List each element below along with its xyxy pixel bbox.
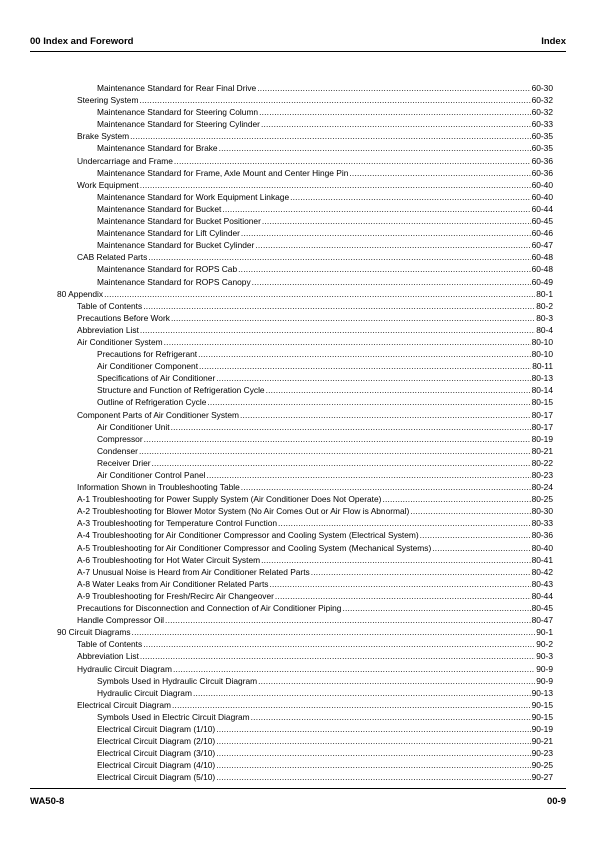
dot-leader bbox=[130, 130, 530, 142]
toc-entry-page: 80-24 bbox=[531, 482, 553, 493]
toc-entry-title: Undercarriage and Frame bbox=[77, 155, 173, 166]
toc-entry-page: 80-11 bbox=[532, 361, 553, 372]
toc-entry[interactable] bbox=[57, 312, 553, 324]
toc-entry-page: 60-48 bbox=[531, 264, 553, 275]
toc-entry-page: 80-43 bbox=[531, 578, 553, 589]
toc-entry-title: CAB Related Parts bbox=[77, 252, 148, 263]
toc-entry-title: 90 Circuit Diagrams bbox=[57, 627, 131, 638]
dot-leader bbox=[148, 251, 530, 263]
toc-entry[interactable] bbox=[57, 324, 553, 336]
dot-leader bbox=[140, 324, 535, 336]
toc-entry-title: Maintenance Standard for Steering Column bbox=[97, 107, 259, 118]
toc-entry-title: A-2 Troubleshooting for Blower Motor System (No Air Comes Out or Air Flow is Abnormal) bbox=[77, 506, 410, 517]
toc-entry[interactable] bbox=[57, 167, 553, 179]
toc-entry[interactable] bbox=[57, 263, 553, 275]
toc-entry-title: Air Conditioner Control Panel bbox=[97, 470, 206, 480]
dot-leader bbox=[199, 360, 531, 372]
dot-leader bbox=[240, 409, 531, 421]
toc-entry-page: 90-2 bbox=[536, 639, 553, 650]
toc-entry[interactable] bbox=[57, 675, 553, 687]
toc-entry-page: 60-44 bbox=[531, 203, 553, 214]
toc-entry-page: 60-46 bbox=[531, 228, 553, 239]
toc-entry-page: 80-17 bbox=[531, 409, 553, 420]
dot-leader bbox=[139, 94, 530, 106]
toc-entry-page: 60-36 bbox=[531, 167, 553, 178]
toc-entry-title: Structure and Function of Refrigeration Cycle bbox=[97, 385, 265, 396]
toc-entry-title: Table of Contents bbox=[77, 639, 143, 650]
toc-entry-page: 80-19 bbox=[531, 433, 553, 444]
toc-entry-page: 80-30 bbox=[531, 506, 553, 517]
dot-leader bbox=[216, 723, 530, 735]
toc-entry[interactable] bbox=[57, 626, 553, 638]
toc-entry-page: 90-23 bbox=[531, 748, 553, 759]
toc-entry-title: Maintenance Standard for Bucket bbox=[97, 203, 222, 214]
toc-entry-page: 90-1 bbox=[536, 627, 553, 638]
toc-entry[interactable] bbox=[57, 94, 553, 106]
dot-leader bbox=[257, 82, 530, 94]
toc-entry-page: 80-33 bbox=[531, 518, 553, 529]
dot-leader bbox=[174, 155, 531, 167]
toc-entry[interactable] bbox=[57, 493, 553, 505]
toc-entry-page: 60-45 bbox=[531, 216, 553, 227]
toc-entry-page: 80-42 bbox=[531, 566, 553, 577]
toc-entry-title: A-8 Water Leaks from Air Conditioner Related Parts bbox=[77, 578, 269, 589]
toc-entry-title: Precautions for Disconnection and Connection of Air Conditioner Piping bbox=[77, 603, 342, 614]
dot-leader bbox=[216, 747, 530, 759]
toc-entry[interactable] bbox=[57, 505, 553, 517]
toc-entry-title: Maintenance Standard for Brake bbox=[97, 143, 218, 154]
toc-entry-title: Air Conditioner System bbox=[77, 336, 163, 347]
toc-entry[interactable] bbox=[57, 239, 553, 251]
toc-entry-title: Specifications of Air Conditioner bbox=[97, 373, 216, 384]
toc-entry-title: Maintenance Standard for Work Equipment Linkage bbox=[97, 191, 290, 202]
toc-entry-title: Receiver Drier bbox=[97, 457, 151, 468]
toc-entry-title: Maintenance Standard for Frame, Axle Mount and Center Hinge Pin bbox=[97, 167, 349, 178]
toc-entry-title: Maintenance Standard for ROPS Canopy bbox=[97, 276, 251, 287]
toc-entry-page: 60-32 bbox=[531, 95, 553, 106]
header-section-title: 00 Index and Foreword bbox=[30, 36, 134, 47]
toc-entry-title: A-3 Troubleshooting for Temperature Control Function bbox=[77, 518, 278, 529]
dot-leader bbox=[164, 336, 531, 348]
dot-leader bbox=[140, 179, 531, 191]
dot-leader bbox=[275, 590, 531, 602]
dot-leader bbox=[222, 203, 530, 215]
toc-entry-page: 60-33 bbox=[531, 119, 553, 130]
toc-entry-title: A-5 Troubleshooting for Air Conditioner Compressor and Cooling System (Mechanical Systems) bbox=[77, 542, 432, 553]
toc-entry-title: Electrical Circuit Diagram (1/10) bbox=[97, 723, 216, 734]
toc-entry-title: Precautions Before Work bbox=[77, 312, 170, 323]
toc-entry-title: Brake System bbox=[77, 131, 130, 142]
toc-entry-page: 60-40 bbox=[531, 179, 553, 190]
toc-entry-title: Information Shown in Troubleshooting Table bbox=[77, 482, 240, 493]
toc-entry-title: Symbols Used in Hydraulic Circuit Diagram bbox=[97, 675, 258, 686]
toc-entry-title: Hydraulic Circuit Diagram bbox=[97, 687, 192, 698]
toc-entry[interactable] bbox=[57, 771, 553, 783]
toc-entry[interactable] bbox=[57, 409, 553, 421]
page-header bbox=[30, 36, 566, 48]
dot-leader bbox=[241, 481, 531, 493]
toc-entry[interactable] bbox=[57, 336, 553, 348]
toc-entry[interactable] bbox=[57, 663, 553, 675]
dot-leader bbox=[143, 638, 535, 650]
toc-entry[interactable] bbox=[57, 638, 553, 650]
toc-entry-page: 80-15 bbox=[531, 397, 553, 408]
dot-leader bbox=[255, 239, 530, 251]
toc-entry-title: Precautions for Refrigerant bbox=[97, 349, 198, 360]
toc-entry[interactable] bbox=[57, 384, 553, 396]
dot-leader bbox=[261, 554, 531, 566]
header-rule bbox=[30, 51, 566, 52]
toc-entry-title: Work Equipment bbox=[77, 179, 139, 190]
toc-entry-title: Maintenance Standard for Bucket Positioner bbox=[97, 216, 261, 227]
toc-entry[interactable] bbox=[57, 735, 553, 747]
dot-leader bbox=[171, 421, 531, 433]
toc-entry-page: 90-9 bbox=[536, 675, 553, 686]
toc-entry[interactable] bbox=[57, 759, 553, 771]
dot-leader bbox=[349, 167, 530, 179]
dot-leader bbox=[420, 529, 531, 541]
toc-entry-page: 90-21 bbox=[531, 736, 553, 747]
toc-entry[interactable] bbox=[57, 372, 553, 384]
toc-entry[interactable] bbox=[57, 457, 553, 469]
toc-entry-title: 80 Appendix bbox=[57, 288, 104, 299]
dot-leader bbox=[173, 663, 535, 675]
toc-entry-page: 80-1 bbox=[536, 288, 553, 299]
toc-entry-title: Handle Compressor Oil bbox=[77, 615, 165, 626]
toc-entry[interactable] bbox=[57, 348, 553, 360]
toc-entry[interactable] bbox=[57, 711, 553, 723]
dot-leader bbox=[104, 288, 535, 300]
toc-entry-page: 60-47 bbox=[531, 240, 553, 251]
toc-entry[interactable] bbox=[57, 215, 553, 227]
toc-entry-page: 80-21 bbox=[531, 445, 553, 456]
dot-leader bbox=[278, 517, 531, 529]
toc-entry[interactable] bbox=[57, 723, 553, 735]
toc-entry[interactable] bbox=[57, 227, 553, 239]
dot-leader bbox=[216, 372, 530, 384]
toc-entry-page: 60-32 bbox=[531, 107, 553, 118]
toc-entry-page: 90-3 bbox=[536, 651, 553, 662]
dot-leader bbox=[143, 300, 535, 312]
dot-leader bbox=[238, 263, 530, 275]
dot-leader bbox=[290, 191, 530, 203]
dot-leader bbox=[171, 312, 535, 324]
toc-entry[interactable] bbox=[57, 445, 553, 457]
toc-entry-page: 80-36 bbox=[531, 530, 553, 541]
toc-entry-page: 60-35 bbox=[531, 143, 553, 154]
toc-entry-title: Electrical Circuit Diagram (3/10) bbox=[97, 748, 216, 759]
toc-entry-page: 80-23 bbox=[531, 470, 553, 480]
toc-entry-page: 60-40 bbox=[531, 191, 553, 202]
toc-entry[interactable] bbox=[57, 529, 553, 541]
dot-leader bbox=[432, 542, 530, 554]
toc-entry-title: A-6 Troubleshooting for Hot Water Circuit System bbox=[77, 554, 261, 565]
dot-leader bbox=[266, 384, 531, 396]
toc-entry-page: 90-25 bbox=[531, 760, 553, 771]
dot-leader bbox=[144, 433, 531, 445]
toc-entry-page: 80-25 bbox=[531, 494, 553, 505]
toc-entry-page: 60-35 bbox=[531, 131, 553, 142]
toc-entry-page: 80-10 bbox=[531, 349, 553, 360]
toc-entry-page: 60-36 bbox=[531, 155, 553, 166]
toc-entry-title: Component Parts of Air Conditioner System bbox=[77, 409, 239, 420]
dot-leader bbox=[262, 215, 531, 227]
toc-entry-page: 90-19 bbox=[531, 723, 553, 734]
dot-leader bbox=[259, 106, 530, 118]
dot-leader bbox=[216, 759, 530, 771]
toc-entry-page: 80-40 bbox=[531, 542, 553, 553]
toc-entry-page: 90-15 bbox=[531, 699, 553, 710]
toc-entry-title: Compressor bbox=[97, 433, 143, 444]
dot-leader bbox=[172, 699, 531, 711]
toc-entry-title: A-4 Troubleshooting for Air Conditioner Compressor and Cooling System (Electrical System) bbox=[77, 530, 419, 541]
toc-entry-page: 80-17 bbox=[531, 421, 553, 432]
toc-entry[interactable] bbox=[57, 106, 553, 118]
toc-entry[interactable] bbox=[57, 614, 553, 626]
toc-entry-page: 80-2 bbox=[536, 300, 553, 311]
toc-entry-title: Air Conditioner Component bbox=[97, 361, 199, 372]
toc-entry-title: Table of Contents bbox=[77, 300, 143, 311]
toc-entry[interactable] bbox=[57, 82, 553, 94]
footer-model: WA50-8 bbox=[30, 796, 65, 807]
toc-entry-page: 80-3 bbox=[536, 312, 553, 323]
toc-entry[interactable] bbox=[57, 433, 553, 445]
dot-leader bbox=[132, 626, 536, 638]
toc-entry-page: 60-48 bbox=[531, 252, 553, 263]
footer-rule bbox=[30, 788, 566, 789]
toc-entry-title: Maintenance Standard for Steering Cylinder bbox=[97, 119, 260, 130]
toc-entry-title: Condenser bbox=[97, 445, 138, 456]
toc-entry[interactable] bbox=[57, 179, 553, 191]
toc-entry-page: 80-13 bbox=[531, 373, 553, 384]
dot-leader bbox=[241, 227, 531, 239]
toc-entry[interactable] bbox=[57, 276, 553, 288]
dot-leader bbox=[165, 614, 531, 626]
toc-entry[interactable] bbox=[57, 251, 553, 263]
dot-leader bbox=[410, 505, 530, 517]
toc-entry-page: 90-13 bbox=[531, 687, 553, 698]
toc-entry[interactable] bbox=[57, 203, 553, 215]
toc-entry-title: A-1 Troubleshooting for Power Supply System (Air Conditioner Does Not Operate) bbox=[77, 494, 382, 505]
toc-entry[interactable] bbox=[57, 155, 553, 167]
dot-leader bbox=[216, 771, 530, 783]
toc-entry-title: Symbols Used in Electric Circuit Diagram bbox=[97, 711, 250, 722]
toc-entry-page: 80-47 bbox=[531, 615, 553, 626]
dot-leader bbox=[382, 493, 530, 505]
toc-entry-page: 60-49 bbox=[531, 276, 553, 287]
toc-entry[interactable] bbox=[57, 699, 553, 711]
toc-entry[interactable] bbox=[57, 481, 553, 493]
toc-entry[interactable] bbox=[57, 578, 553, 590]
footer-page-number: 00-9 bbox=[546, 796, 566, 807]
toc-entry-title: Electrical Circuit Diagram (4/10) bbox=[97, 760, 216, 771]
toc-entry[interactable] bbox=[57, 517, 553, 529]
toc-entry[interactable] bbox=[57, 118, 553, 130]
toc-entry-page: 80-14 bbox=[531, 385, 553, 396]
toc-entry[interactable] bbox=[57, 421, 553, 433]
toc-entry[interactable] bbox=[57, 360, 553, 372]
toc-entry[interactable] bbox=[57, 566, 553, 578]
table-of-contents bbox=[57, 82, 553, 783]
dot-leader bbox=[206, 469, 530, 481]
toc-entry-page: 80-10 bbox=[531, 336, 553, 347]
toc-entry-title: Electrical Circuit Diagram (2/10) bbox=[97, 736, 216, 747]
toc-entry-page: 80-41 bbox=[531, 554, 553, 565]
toc-entry-page: 80-4 bbox=[536, 324, 553, 335]
toc-entry-page: 90-27 bbox=[531, 772, 553, 783]
toc-entry[interactable] bbox=[57, 396, 553, 408]
dot-leader bbox=[251, 711, 531, 723]
toc-entry-title: Outline of Refrigeration Cycle bbox=[97, 397, 207, 408]
dot-leader bbox=[342, 602, 530, 614]
toc-entry[interactable] bbox=[57, 602, 553, 614]
dot-leader bbox=[198, 348, 530, 360]
dot-leader bbox=[207, 396, 530, 408]
toc-entry-title: Electrical Circuit Diagram (5/10) bbox=[97, 772, 216, 783]
dot-leader bbox=[252, 276, 531, 288]
toc-entry-title: A-9 Troubleshooting for Fresh/Recirc Air Changeover bbox=[77, 590, 274, 601]
toc-entry[interactable] bbox=[57, 142, 553, 154]
toc-entry-title: Maintenance Standard for Lift Cylinder bbox=[97, 228, 240, 239]
toc-entry[interactable] bbox=[57, 300, 553, 312]
toc-entry[interactable] bbox=[57, 191, 553, 203]
dot-leader bbox=[193, 687, 531, 699]
toc-entry-title: Maintenance Standard for ROPS Cab bbox=[97, 264, 238, 275]
dot-leader bbox=[140, 650, 535, 662]
toc-entry-page: 90-9 bbox=[536, 663, 553, 674]
toc-entry[interactable] bbox=[57, 554, 553, 566]
header-label: Index bbox=[541, 36, 566, 47]
dot-leader bbox=[261, 118, 531, 130]
toc-entry-page: 80-22 bbox=[531, 457, 553, 468]
toc-entry-title: A-7 Unusual Noise is Heard from Air Conditioner Related Parts bbox=[77, 566, 310, 577]
toc-entry[interactable] bbox=[57, 469, 553, 481]
toc-entry-title: Abbreviation List bbox=[77, 324, 139, 335]
dot-leader bbox=[269, 578, 530, 590]
toc-entry-title: Electrical Circuit Diagram bbox=[77, 699, 172, 710]
toc-entry[interactable] bbox=[57, 130, 553, 142]
toc-entry[interactable] bbox=[57, 747, 553, 759]
toc-entry-title: Maintenance Standard for Bucket Cylinder bbox=[97, 240, 255, 251]
toc-entry[interactable] bbox=[57, 542, 553, 554]
dot-leader bbox=[216, 735, 530, 747]
toc-entry[interactable] bbox=[57, 590, 553, 602]
dot-leader bbox=[152, 457, 531, 469]
toc-entry[interactable] bbox=[57, 288, 553, 300]
toc-entry-title: Maintenance Standard for Rear Final Drive bbox=[97, 83, 257, 93]
toc-entry-page: 80-45 bbox=[531, 603, 553, 614]
toc-entry-page: 80-44 bbox=[531, 590, 553, 601]
dot-leader bbox=[139, 445, 531, 457]
toc-entry-page: 90-15 bbox=[531, 711, 553, 722]
dot-leader bbox=[219, 142, 531, 154]
toc-entry-title: Abbreviation List bbox=[77, 651, 139, 662]
page-footer bbox=[30, 796, 566, 808]
toc-entry-title: Steering System bbox=[77, 95, 139, 106]
toc-entry-title: Hydraulic Circuit Diagram bbox=[77, 663, 172, 674]
dot-leader bbox=[258, 675, 535, 687]
toc-entry[interactable] bbox=[57, 687, 553, 699]
toc-entry-page: 60-30 bbox=[531, 83, 553, 93]
toc-entry-title: Air Conditioner Unit bbox=[97, 421, 170, 432]
dot-leader bbox=[311, 566, 531, 578]
toc-entry[interactable] bbox=[57, 650, 553, 662]
